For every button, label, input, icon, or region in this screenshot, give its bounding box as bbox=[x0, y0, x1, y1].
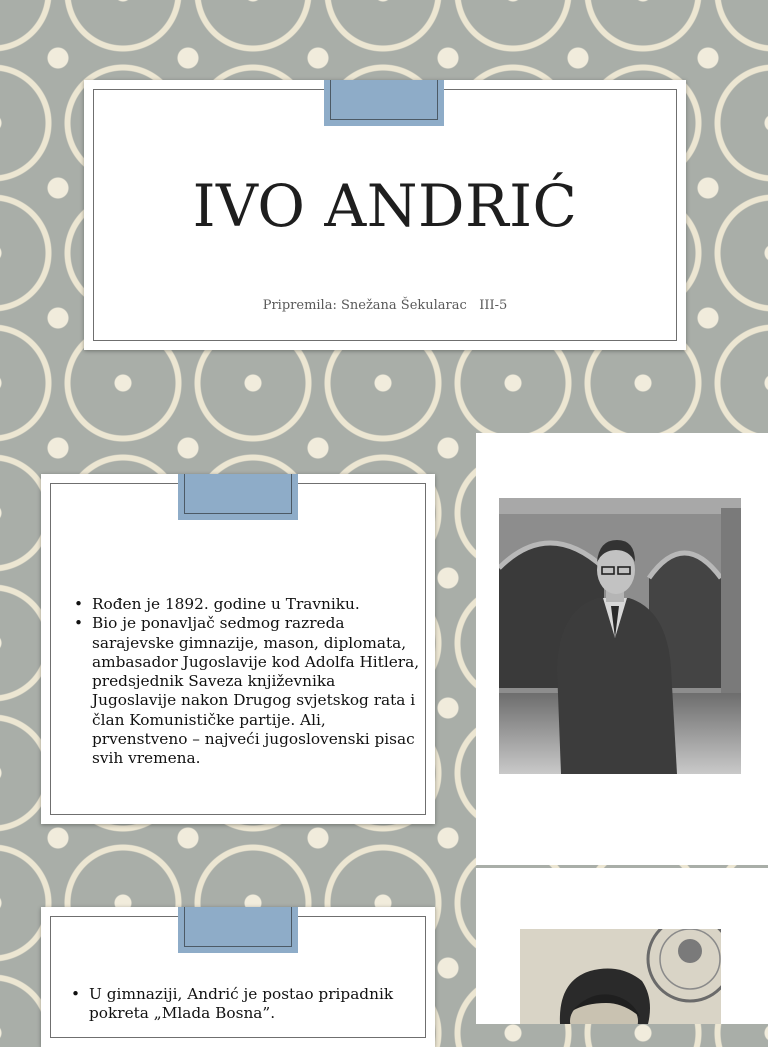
list-item: • Rođen je 1892. godine u Travniku. bbox=[70, 595, 420, 614]
list-item: • Bio je ponavljač sedmog razreda sarajevske gimnazije, mason, diplomata, ambasador Jugoslavije kod Adolfa Hitlera, predsjednik Saveza književnika Jugoslavije nakon Drugog svjetskog rata i član Komunističke partije. Ali, prvenstveno – najveći jugoslovenski pisac svih vremena. bbox=[70, 614, 420, 768]
list-item: • U gimnaziji, Andrić je postao pripadnik pokreta „Mlada Bosna”. bbox=[67, 985, 417, 1024]
gymnasium-bullet-list bbox=[67, 985, 417, 1024]
andric-bridge-photo bbox=[499, 498, 741, 774]
presentation-subtitle: Pripremila: Snežana Šekularac III-5 bbox=[262, 298, 508, 313]
presentation-title: IVO ANDRIĆ bbox=[192, 172, 578, 240]
biography-bullet-list bbox=[70, 595, 420, 769]
biography-slide-tab bbox=[178, 474, 298, 520]
title-slide-tab bbox=[324, 80, 444, 126]
gymnasium-slide-tab bbox=[178, 907, 298, 953]
andric-young-photo bbox=[520, 929, 721, 1024]
